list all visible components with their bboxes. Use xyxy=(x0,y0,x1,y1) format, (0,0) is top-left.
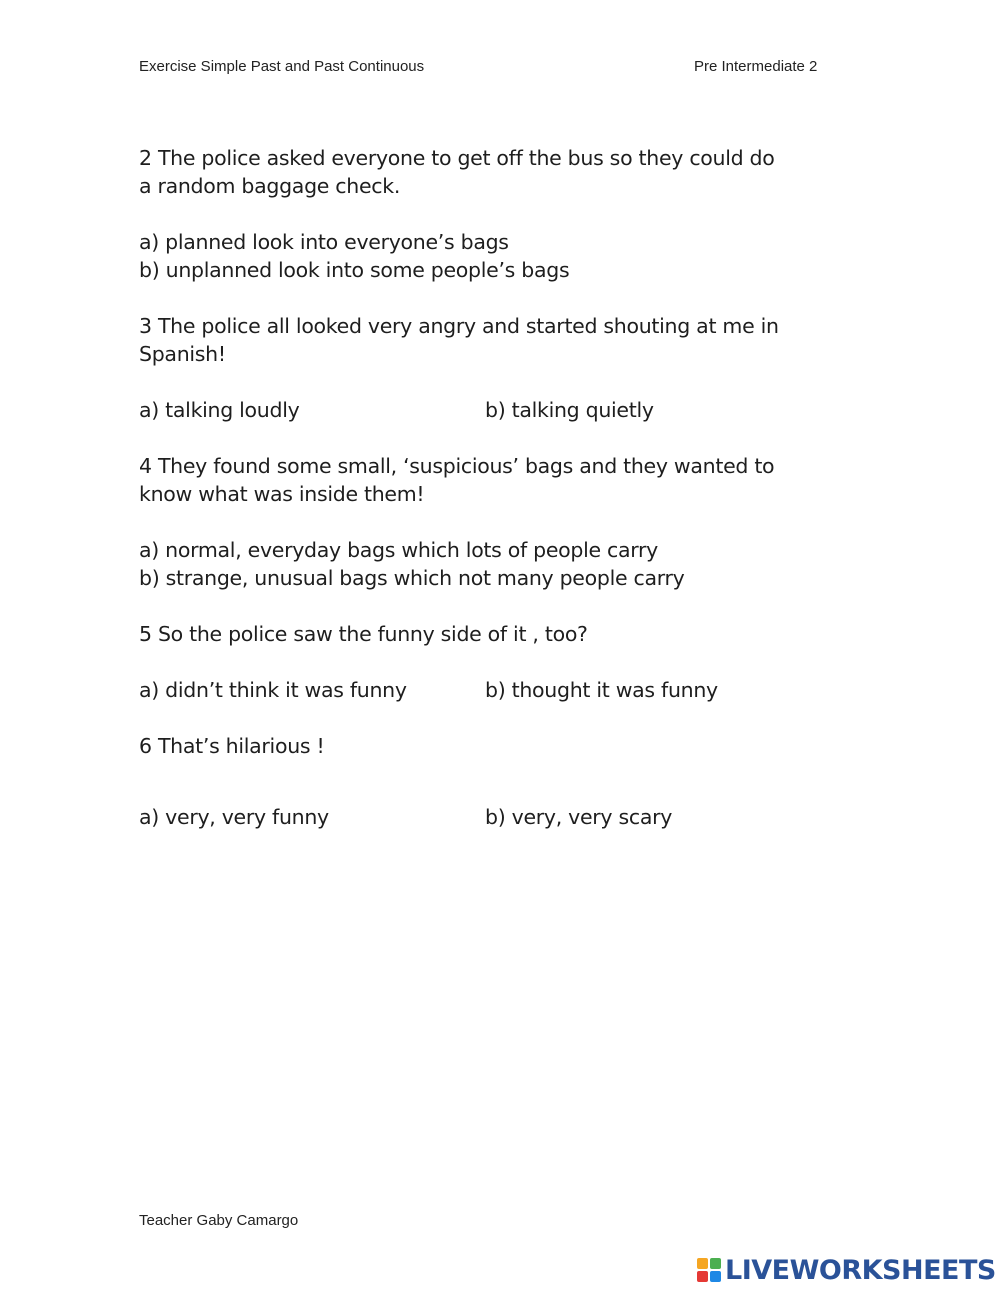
option-b[interactable]: b) very, very scary xyxy=(485,805,673,829)
question-line: a random baggage check. xyxy=(139,174,401,198)
liveworksheets-logo xyxy=(697,1255,996,1285)
teacher-name: Teacher Gaby Camargo xyxy=(139,1212,299,1229)
logo-block xyxy=(710,1271,721,1282)
logo-block xyxy=(697,1258,708,1269)
question-2-options xyxy=(139,228,569,284)
logo-text: LIVEWORKSHEETS xyxy=(725,1254,996,1286)
question-line: 4 They found some small, ‘suspicious’ bags and they wanted to xyxy=(139,454,775,478)
question-3-text xyxy=(139,312,779,368)
option-a[interactable]: a) normal, everyday bags which lots of people carry xyxy=(139,538,659,562)
logo-block xyxy=(710,1258,721,1269)
option-a[interactable]: a) didn’t think it was funny xyxy=(139,678,407,702)
header-title: Exercise Simple Past and Past Continuous xyxy=(139,58,425,75)
question-line: 2 The police asked everyone to get off the bus so they could do xyxy=(139,146,775,170)
option-b[interactable]: b) unplanned look into some people’s bags xyxy=(139,258,570,282)
question-line: Spanish! xyxy=(139,342,226,366)
option-a[interactable]: a) very, very funny xyxy=(139,805,329,829)
question-4-options xyxy=(139,536,684,592)
option-a[interactable]: a) planned look into everyone’s bags xyxy=(139,230,509,254)
header-level: Pre Intermediate 2 xyxy=(694,58,818,75)
question-5-text: 5 So the police saw the funny side of it , too? xyxy=(139,622,588,646)
question-line: know what was inside them! xyxy=(139,482,425,506)
option-b[interactable]: b) strange, unusual bags which not many people carry xyxy=(139,566,685,590)
logo-block xyxy=(697,1271,708,1282)
option-b[interactable]: b) talking quietly xyxy=(485,398,654,422)
question-4-text xyxy=(139,452,774,508)
logo-blocks-icon xyxy=(697,1258,721,1282)
question-2-text xyxy=(139,144,775,200)
question-6-text: 6 That’s hilarious ! xyxy=(139,734,325,758)
question-line: 3 The police all looked very angry and started shouting at me in xyxy=(139,314,779,338)
option-a[interactable]: a) talking loudly xyxy=(139,398,300,422)
option-b[interactable]: b) thought it was funny xyxy=(485,678,718,702)
